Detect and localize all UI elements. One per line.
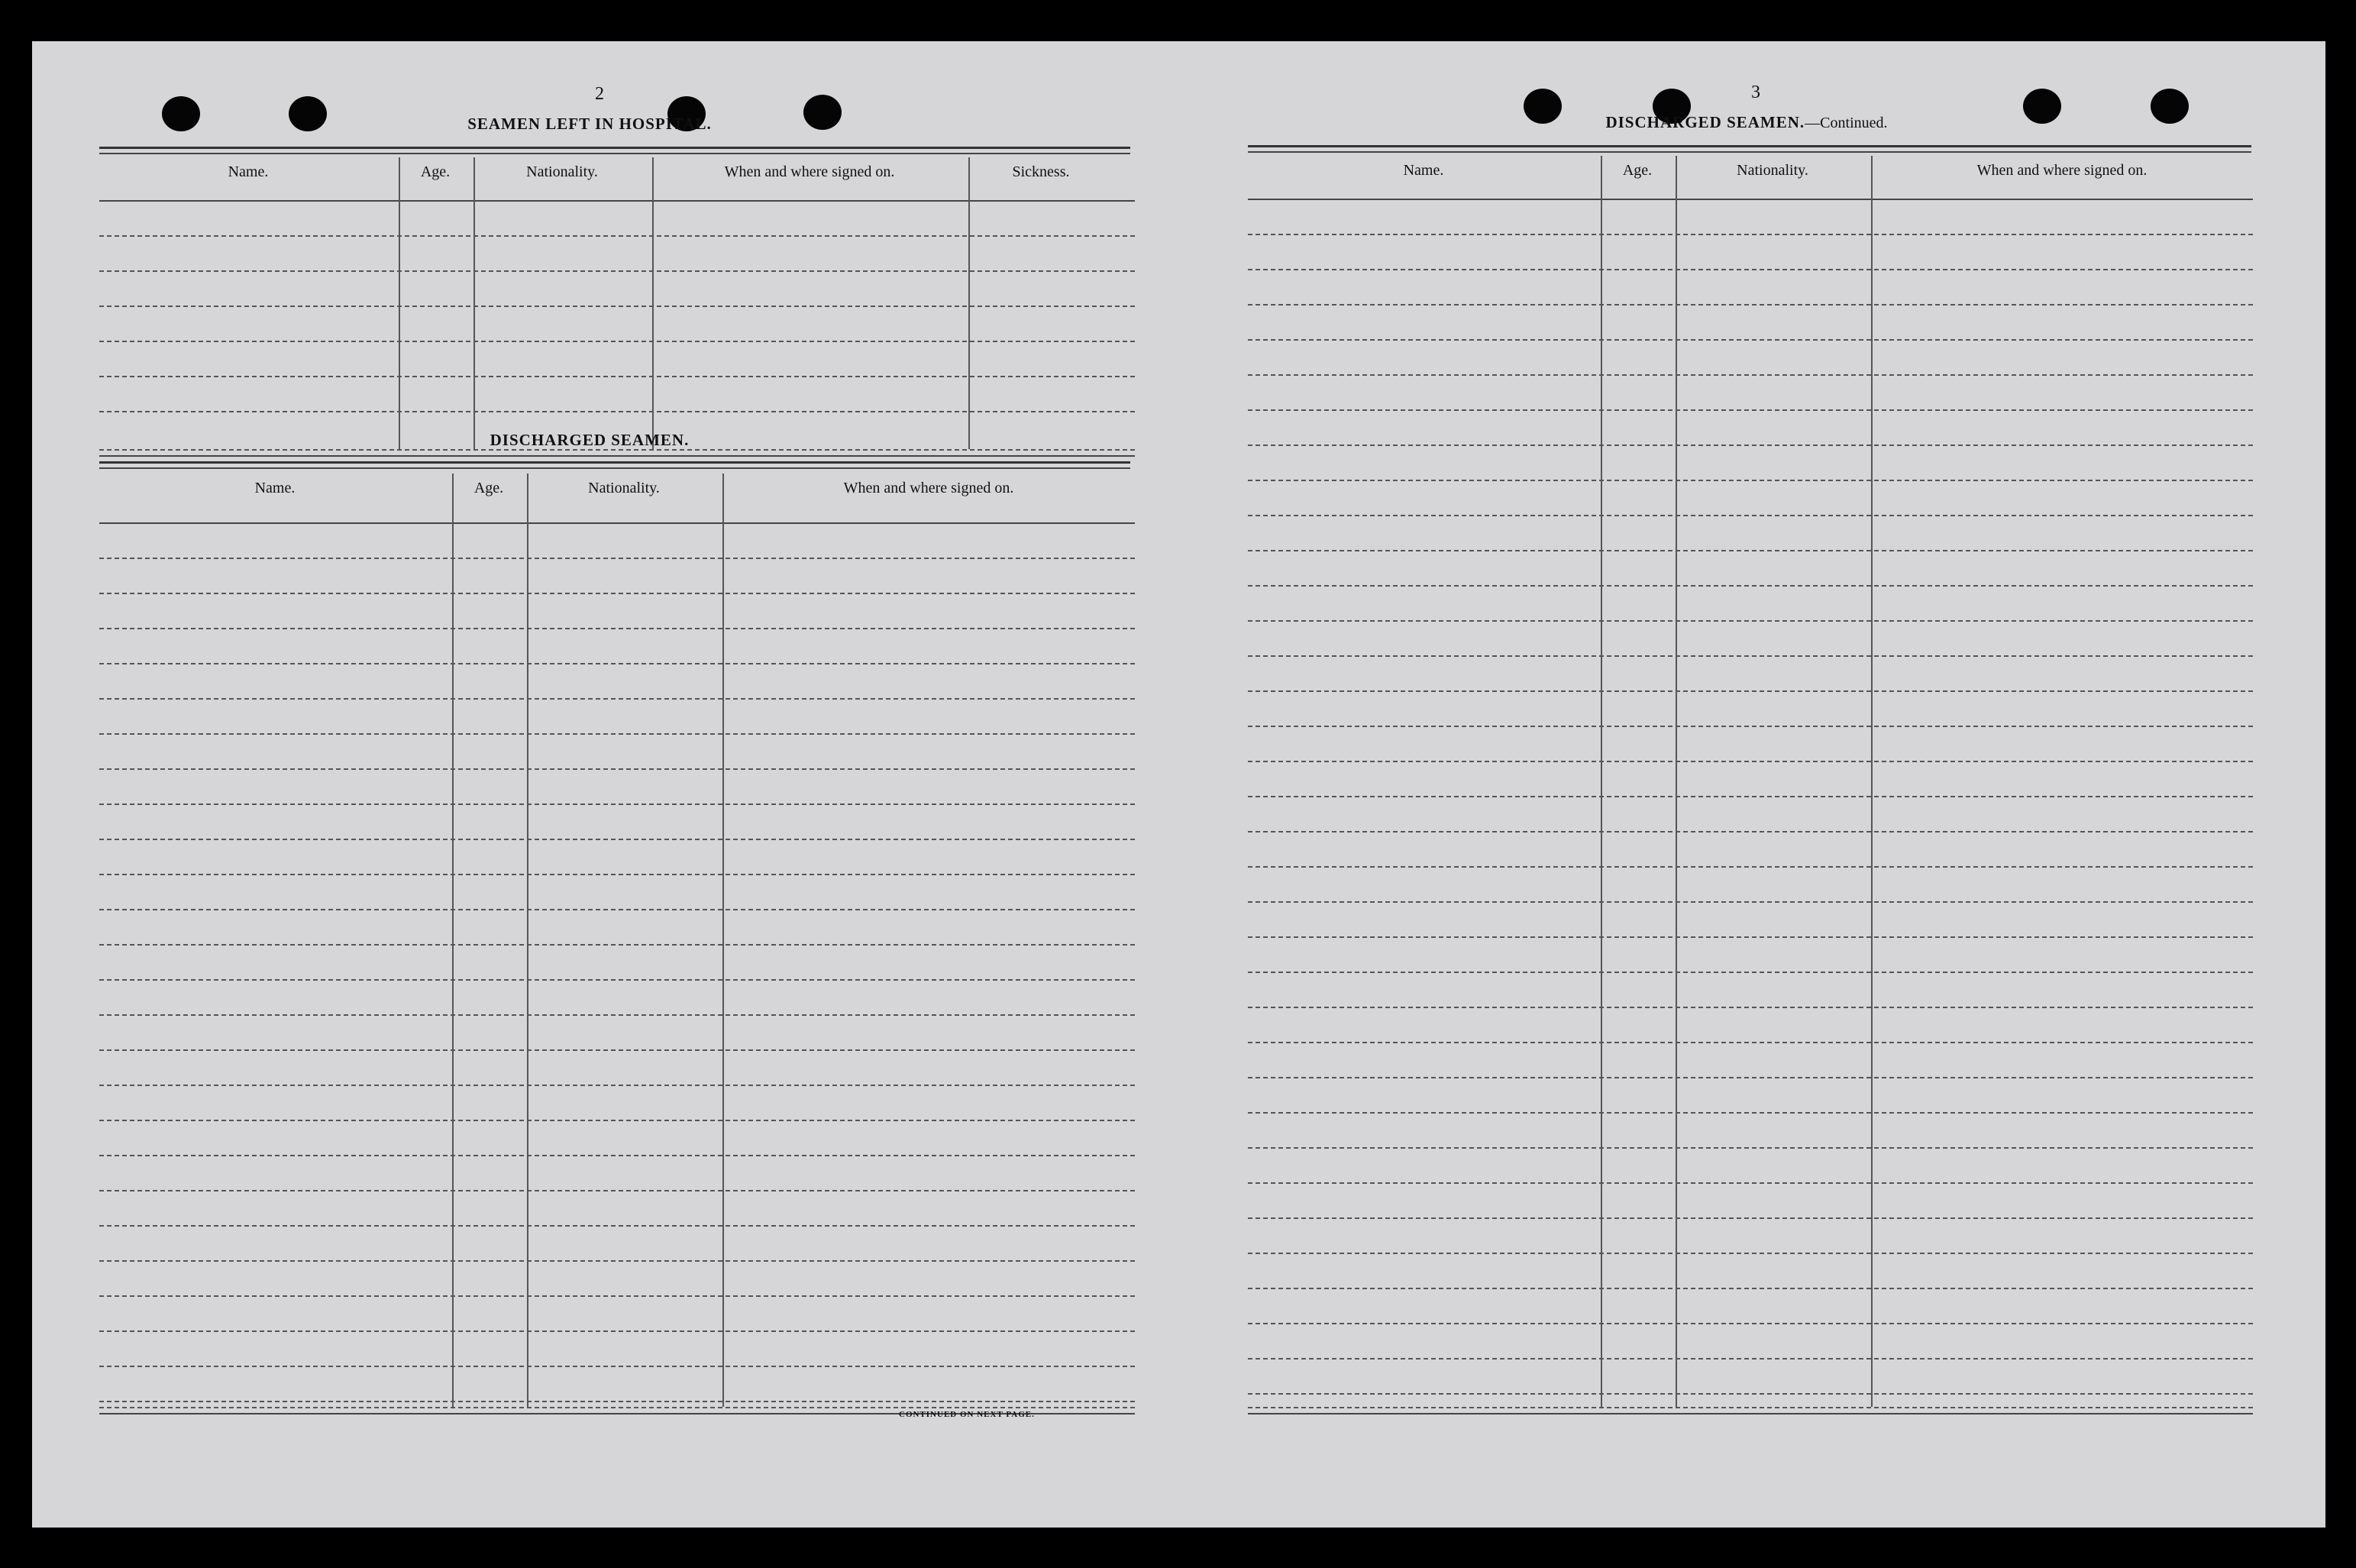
punch-hole xyxy=(2023,89,2061,124)
table-row xyxy=(99,1190,1135,1191)
title-continued: —Continued. xyxy=(1805,115,1888,131)
column-header-nationality: Nationality. xyxy=(588,480,660,496)
table-top-rule xyxy=(1248,145,2251,147)
column-divider xyxy=(652,157,654,449)
table-row xyxy=(1248,1358,2253,1359)
table-row xyxy=(99,558,1135,559)
table-row xyxy=(99,376,1135,377)
column-divider xyxy=(968,157,970,449)
table-row xyxy=(1248,234,2253,235)
column-header-name: Name. xyxy=(254,480,296,496)
discharged-table xyxy=(99,480,1135,1411)
page-number: 3 xyxy=(1751,82,1760,102)
document-sheet xyxy=(32,41,2325,1528)
table-row xyxy=(99,663,1135,664)
punch-hole xyxy=(162,96,200,131)
table-row xyxy=(99,1225,1135,1227)
discharged-continued-title xyxy=(1548,113,1945,132)
column-divider xyxy=(399,157,400,449)
table-row xyxy=(99,1155,1135,1156)
table-row xyxy=(1248,1007,2253,1008)
table-top-rule xyxy=(99,153,1130,154)
page-number: 2 xyxy=(595,84,604,104)
column-header-sickness: Sickness. xyxy=(1012,163,1070,180)
table-row xyxy=(1248,445,2253,446)
table-top-rule xyxy=(99,461,1130,464)
table-row xyxy=(1248,304,2253,306)
column-divider xyxy=(527,474,528,1407)
table-row xyxy=(1248,339,2253,341)
table-row xyxy=(99,1049,1135,1051)
table-row xyxy=(99,733,1135,735)
table-bottom-rule xyxy=(1248,1407,2253,1408)
table-row xyxy=(99,979,1135,981)
table-row xyxy=(99,628,1135,629)
punch-hole xyxy=(2151,89,2189,124)
table-row xyxy=(99,1120,1135,1121)
table-row xyxy=(99,1085,1135,1086)
table-row xyxy=(99,803,1135,805)
punch-hole xyxy=(803,95,842,130)
table-row xyxy=(1248,761,2253,762)
column-header-age: Age. xyxy=(1622,162,1653,179)
table-row xyxy=(99,909,1135,910)
table-row xyxy=(1248,1112,2253,1114)
table-row xyxy=(1248,1253,2253,1254)
hospital-table xyxy=(99,163,1135,454)
table-row xyxy=(99,593,1135,594)
table-row xyxy=(99,768,1135,770)
table-row xyxy=(1248,269,2253,270)
table-row xyxy=(1248,831,2253,832)
table-row xyxy=(99,270,1135,272)
table-row xyxy=(99,698,1135,700)
column-header-name: Name. xyxy=(1403,162,1444,179)
header-underline xyxy=(99,522,1135,524)
table-bottom-rule xyxy=(99,1407,1135,1408)
table-row xyxy=(1248,620,2253,622)
column-header-nationality: Nationality. xyxy=(1737,162,1808,179)
table-row xyxy=(1248,1077,2253,1078)
column-divider xyxy=(1871,156,1873,1407)
table-row xyxy=(99,1330,1135,1332)
table-row xyxy=(1248,726,2253,727)
table-bottom-rule xyxy=(99,455,1135,457)
table-row xyxy=(1248,972,2253,973)
table-row xyxy=(99,874,1135,875)
column-header-age: Age. xyxy=(420,163,451,180)
table-row xyxy=(1248,1288,2253,1289)
column-header-signed-on: When and where signed on. xyxy=(1976,162,2148,179)
discharged-section-title: DISCHARGED SEAMEN. xyxy=(490,431,690,449)
table-row xyxy=(1248,1147,2253,1149)
left-page xyxy=(32,41,1178,1528)
table-row xyxy=(1248,550,2253,551)
table-row xyxy=(1248,1217,2253,1219)
table-row xyxy=(99,341,1135,342)
column-divider xyxy=(1601,156,1602,1407)
table-top-rule xyxy=(99,467,1130,469)
table-row xyxy=(1248,796,2253,797)
column-header-signed-on: When and where signed on. xyxy=(843,480,1014,496)
table-row xyxy=(99,1366,1135,1367)
table-row xyxy=(1248,409,2253,411)
table-row xyxy=(1248,1042,2253,1043)
table-row xyxy=(1248,866,2253,868)
column-divider xyxy=(1676,156,1677,1407)
column-header-signed-on: When and where signed on. xyxy=(724,163,895,180)
table-row xyxy=(99,235,1135,237)
table-row xyxy=(1248,655,2253,657)
header-underline xyxy=(99,200,1135,202)
table-row xyxy=(1248,1323,2253,1324)
table-row xyxy=(99,306,1135,307)
hospital-section-title: SEAMEN LEFT IN HOSPITAL. xyxy=(467,115,712,133)
table-row xyxy=(1248,480,2253,481)
table-row xyxy=(1248,936,2253,938)
table-row xyxy=(1248,515,2253,516)
table-row xyxy=(1248,585,2253,587)
table-row xyxy=(99,839,1135,840)
discharged-continued-table xyxy=(1248,162,2253,1411)
punch-hole xyxy=(289,96,327,131)
table-row xyxy=(99,411,1135,412)
table-row xyxy=(99,1295,1135,1297)
column-header-nationality: Nationality. xyxy=(526,163,598,180)
table-row xyxy=(1248,374,2253,376)
column-divider xyxy=(452,474,454,1407)
title-main: DISCHARGED SEAMEN. xyxy=(1605,113,1805,131)
column-divider xyxy=(722,474,724,1407)
table-row xyxy=(99,944,1135,946)
column-header-name: Name. xyxy=(228,163,269,180)
continued-note: CONTINUED ON NEXT PAGE. xyxy=(899,1410,1035,1419)
column-divider xyxy=(473,157,475,449)
table-row xyxy=(99,1260,1135,1262)
table-row xyxy=(99,1401,1135,1402)
table-bottom-rule xyxy=(1248,1413,2253,1414)
header-underline xyxy=(1248,199,2253,200)
table-row xyxy=(99,1014,1135,1016)
table-top-rule xyxy=(1248,151,2251,153)
right-page xyxy=(1178,41,2325,1528)
table-top-rule xyxy=(99,147,1130,149)
table-row xyxy=(1248,690,2253,692)
table-row xyxy=(1248,901,2253,903)
table-row xyxy=(1248,1393,2253,1395)
column-header-age: Age. xyxy=(473,480,504,496)
table-row xyxy=(1248,1182,2253,1184)
